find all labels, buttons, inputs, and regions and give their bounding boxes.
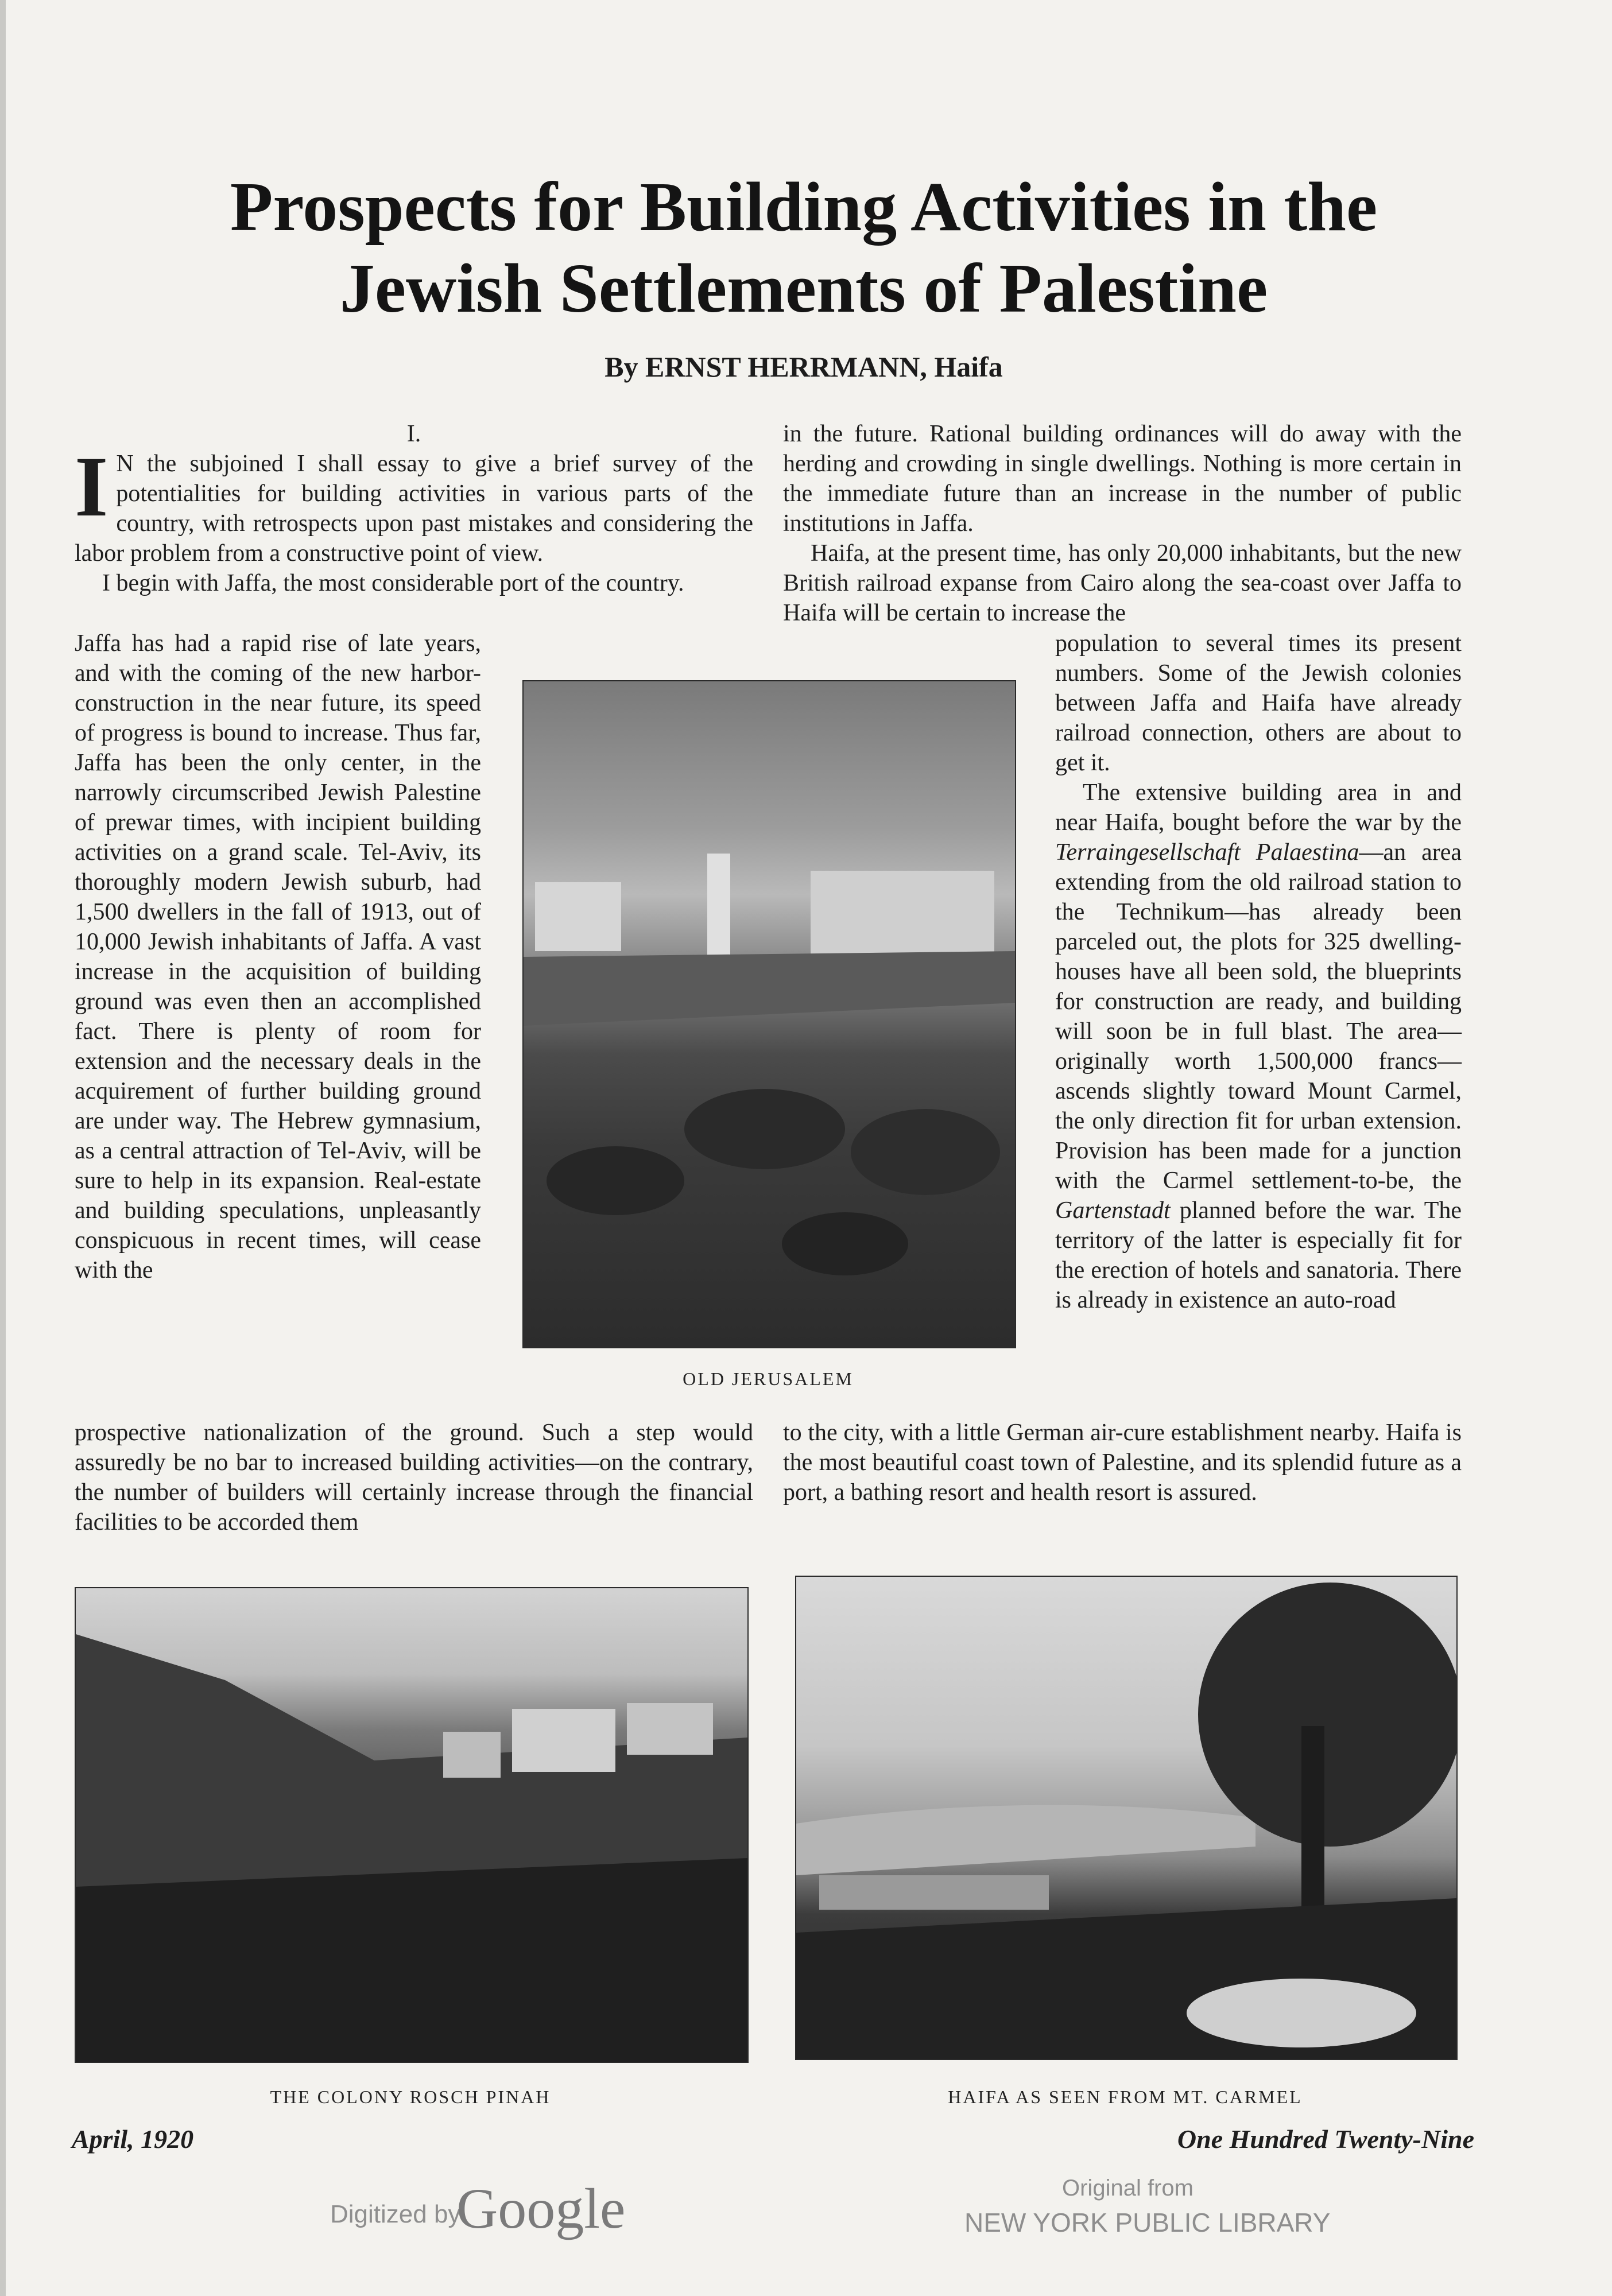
paragraph-haifa-population: population to several times its present numbers. Some of the Jewish colonies between Jaffa and Haifa have already railroad connection, others are about to get it.: [1055, 630, 1462, 776]
page-number: One Hundred Twenty-Nine: [1177, 2124, 1474, 2154]
original-from-label: Original from: [1062, 2175, 1194, 2201]
paragraph-jaffa-body: Jaffa has had a rapid rise of late years, and with the coming of the new harbor-construction in the near future, its speed of progress is bound to increase. Thus far, Jaffa has been the only center, in the narrowly circumscribed Jewish Palestine of prewar times, with incipient building activities on a grand scale. Tel-Aviv, its thoroughly modern Jewish suburb, had 1,500 dwellers in the fall of 1913, out of 10,000 Jewish inhabitants of Jaffa. A vast increase in the acquisition of building ground was even then an accomplished fact. There is plenty of room for extension and the necessary deals in the acquirement of further building ground are under way. The Hebrew gymnasium, as a central attraction of Tel-Aviv, will be sure to help in its expansion. Real-estate and building speculations, unpleasantly conspicuous in recent times, will cease with the: [75, 630, 481, 1283]
caption-rosch-pinah: THE COLONY ROSCH PINAH: [270, 2086, 551, 2107]
column-2-top: [783, 419, 1462, 628]
google-logo: Google: [456, 2177, 626, 2240]
paragraph-haifa-future: to the city, with a little German air-cure establishment nearby. Haifa is the most beautiful coast town of Palestine, and its splendid future as a port, a bathing resort and health resort is assured.: [783, 1420, 1462, 1506]
byline: By ERNST HERRMANN, Haifa: [604, 351, 1003, 383]
scan-edge: [0, 0, 6, 2296]
column-1-top: [75, 419, 753, 598]
issue-date: April, 1920: [72, 2124, 194, 2154]
photo-rosch-pinah: [75, 1587, 749, 2063]
haifa-illustration: [796, 1577, 1456, 2059]
photo-old-jerusalem: [522, 680, 1016, 1348]
caption-old-jerusalem: OLD JERUSALEM: [683, 1368, 854, 1389]
title-line-1: Prospects for Building Activities in the: [230, 168, 1378, 246]
article-title: [115, 166, 1493, 329]
photo-haifa-from-carmel: [795, 1576, 1458, 2060]
paragraph-haifa-intro: Haifa, at the present time, has only 20,000 inhabitants, but the new British railroad expanse from Cairo along the sea-coast over Jaffa to Haifa will be certain to increase the: [783, 540, 1462, 626]
paragraph-jaffa-intro: I begin with Jaffa, the most considerable port of the country.: [102, 570, 684, 596]
caption-haifa: HAIFA AS SEEN FROM MT. CARMEL: [948, 2086, 1303, 2107]
paragraph-intro: I N the subjoined I shall essay to give a brief survey of the potentialities for building activities in various parts of the country, with retrospects upon past mistakes and considering the labor problem from a constructive point of view.: [75, 439, 753, 567]
drop-cap: I: [75, 439, 108, 534]
column-1-narrow: [75, 629, 481, 1285]
title-line-2: Jewish Settlements of Palestine: [339, 250, 1268, 327]
library-label: NEW YORK PUBLIC LIBRARY: [964, 2208, 1331, 2237]
old-jerusalem-illustration: [524, 681, 1015, 1347]
section-number: I.: [406, 421, 421, 447]
rosch-pinah-illustration: [76, 1588, 747, 2062]
column-2-narrow: [1055, 629, 1462, 1315]
column-1-bottom: [75, 1418, 753, 1537]
paragraph-haifa-building-area: The extensive building area in and near Haifa, bought before the war by the Terraingesellschaft Palaestina—an area extending from the old railroad station to the Technikum—has already been parceled out, the plots for 325 dwelling-houses have all been sold, the blueprints for construction are ready, and building will soon be in full blast. The area—originally worth 1,500,000 francs—ascends slightly toward Mount Carmel, the only direction fit for urban extension. Provision has been made for a junction with the Carmel settlement-to-be, the Gartenstadt planned before the war. The territory of the latter is especially fit for the erection of hotels and sanatoria. There is already in existence an auto-road: [1055, 779, 1462, 1313]
paragraph-nationalization: prospective nationalization of the ground. Such a step would assuredly be no bar to increased building activities—on the contrary, the number of builders will certainly increase through the financial facilities to be accorded them: [75, 1420, 753, 1535]
digitized-by-label: Digitized by: [330, 2200, 461, 2228]
column-2-bottom: [783, 1418, 1462, 1507]
paragraph-jaffa-future: in the future. Rational building ordinances will do away with the herding and crowding in single dwellings. Nothing is more certain in the immediate future than an increase in the number of public institutions in Jaffa.: [783, 421, 1462, 537]
